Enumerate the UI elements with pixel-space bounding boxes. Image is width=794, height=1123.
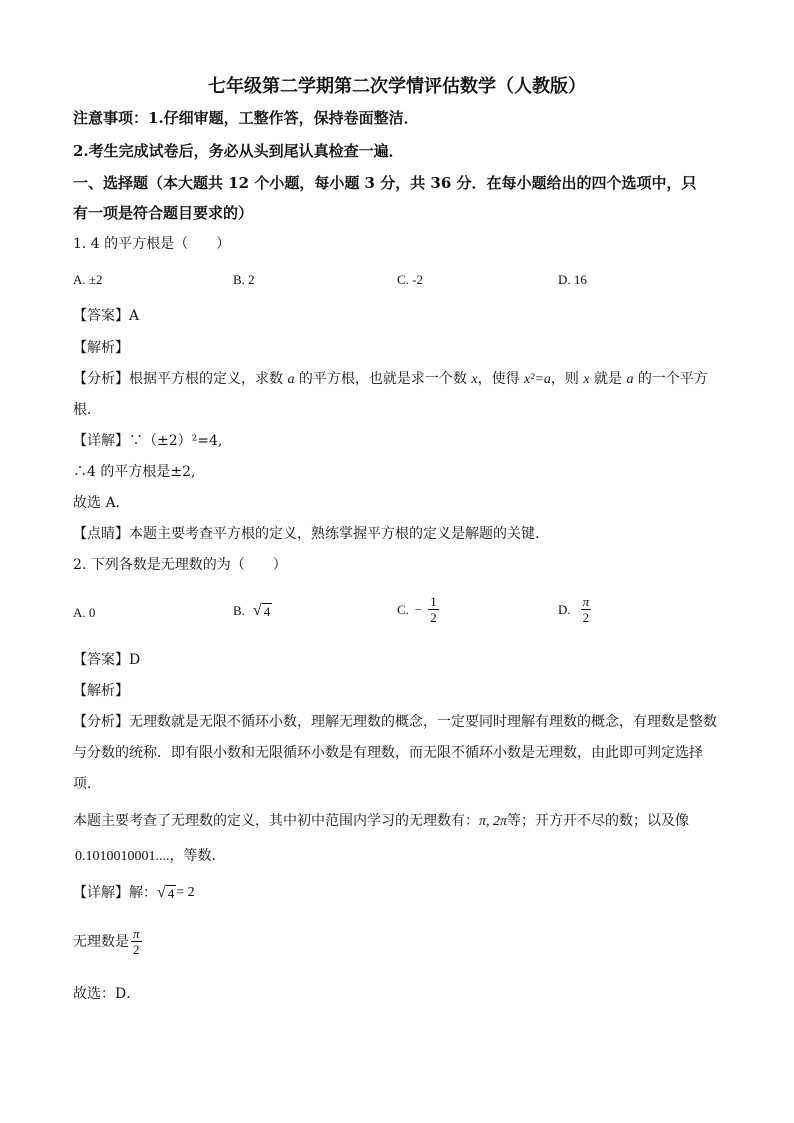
q1-option-b: B. 2 bbox=[233, 272, 255, 287]
q1-fenxi-text: 【分析】根据平方根的定义，求数 bbox=[73, 371, 288, 387]
q1-dianjing: 【点睛】本题主要考查平方根的定义，熟练掌握平方根的定义是解题的关键. bbox=[73, 526, 540, 542]
q1-answer: 【答案】A bbox=[73, 308, 140, 324]
option-label: B. bbox=[233, 603, 245, 618]
fraction bbox=[131, 926, 142, 957]
q1-detail-3: 故选 A． bbox=[73, 495, 130, 511]
radicand: 4 bbox=[263, 604, 271, 619]
q2-fenxi-line-3: 项． bbox=[73, 776, 101, 792]
q2-detail bbox=[73, 884, 195, 902]
minus-sign: − bbox=[414, 601, 423, 617]
q1-fenxi-text: ，则 bbox=[550, 371, 584, 387]
q2-note-line-1 bbox=[73, 812, 689, 831]
fraction bbox=[581, 594, 592, 625]
q2-fenxi-line-2: 与分数的统称．即有限小数和无限循环小数是有理数，而无限不循环小数是无理数，由此即可判定选择 bbox=[73, 745, 703, 761]
q1-var-x: x bbox=[471, 372, 478, 387]
q1-option-c: C. -2 bbox=[397, 272, 423, 287]
q1-fenxi-text: 的平方根，也就是求一个数 bbox=[294, 371, 472, 387]
option-label: C. bbox=[397, 601, 409, 617]
q2-note-text: 本题主要考查了无理数的定义，其中初中范围内学习的无理数有： bbox=[73, 813, 479, 829]
q2-note-line-2: 0.1010010001....，等数． bbox=[75, 849, 226, 864]
q1-var-a: a bbox=[287, 372, 295, 387]
page-title: 七年级第二学期第二次学情评估数学（人教版） bbox=[208, 76, 586, 97]
q2-stem: 2. 下列各数是无理数的为（ ） bbox=[73, 557, 287, 573]
fraction bbox=[428, 594, 439, 625]
q2-option-d bbox=[558, 594, 591, 625]
q2-answer: 【答案】D bbox=[73, 652, 141, 668]
q1-detail-1: 【详解】∵（±2）²=4, bbox=[73, 433, 223, 449]
q1-fenxi-text: 的一个平方 bbox=[633, 371, 708, 387]
notice-line-1: 注意事项：1.仔细审题，工整作答，保持卷面整洁． bbox=[73, 109, 419, 127]
numerator: π bbox=[133, 926, 140, 941]
denominator: 2 bbox=[582, 610, 590, 625]
section-heading-line-1: 一、选择题（本大题共 12 个小题，每小题 3 分，共 36 分．在每小题给出的四个选项中，只 bbox=[73, 174, 697, 192]
q1-fenxi-text: ，使得 bbox=[477, 371, 525, 387]
q2-fenxi-line-1: 【分析】无理数就是无限不循环小数，理解无理数的概念，一定要同时理解有理数的概念，有理数是整数 bbox=[73, 714, 717, 730]
numerator: 1 bbox=[430, 594, 437, 609]
q1-fenxi-line-1 bbox=[73, 370, 708, 389]
q2-conclusion: 故选：D． bbox=[73, 986, 141, 1002]
q1-var-a: a bbox=[626, 372, 634, 387]
denominator: 2 bbox=[133, 942, 140, 957]
q1-fenxi-text: 就是 bbox=[589, 371, 627, 387]
numerator: π bbox=[582, 594, 590, 609]
radical-sign: √ bbox=[252, 602, 262, 619]
q1-detail-2: ∴4 的平方根是±2, bbox=[73, 464, 196, 480]
sqrt-expression bbox=[157, 885, 176, 901]
q1-analysis-label: 【解析】 bbox=[73, 340, 129, 356]
radical-sign: √ bbox=[157, 884, 166, 901]
q2-analysis-label: 【解析】 bbox=[73, 683, 129, 699]
q2-option-c bbox=[397, 594, 439, 625]
q2-detail-label: 【详解】解： bbox=[73, 885, 157, 901]
denominator: 2 bbox=[430, 610, 437, 625]
option-label: D. bbox=[558, 601, 571, 617]
q2-irrational bbox=[73, 926, 142, 957]
q1-equation: x²=a bbox=[524, 372, 551, 387]
q2-detail-equation: = 2 bbox=[176, 885, 195, 900]
q1-var-x: x bbox=[583, 372, 590, 387]
q1-stem: 1. 4 的平方根是（ ） bbox=[73, 236, 231, 252]
q2-irrational-label: 无理数是 bbox=[73, 933, 129, 950]
radicand: 4 bbox=[167, 886, 175, 901]
notice-line-2: 2.考生完成试卷后，务必从头到尾认真检查一遍． bbox=[73, 142, 404, 160]
q2-note-math: π, 2π bbox=[479, 814, 508, 829]
q2-option-a: A. 0 bbox=[73, 605, 96, 620]
q1-option-a: A. ±2 bbox=[73, 272, 103, 287]
q2-note-text: 等；开方开不尽的数；以及像 bbox=[507, 813, 690, 829]
q2-option-b bbox=[233, 603, 272, 619]
q1-fenxi-line-2: 根． bbox=[73, 402, 101, 418]
sqrt-expression bbox=[253, 603, 272, 619]
section-heading-line-2: 有一项是符合题目要求的） bbox=[73, 204, 254, 222]
q1-option-d: D. 16 bbox=[558, 272, 587, 287]
